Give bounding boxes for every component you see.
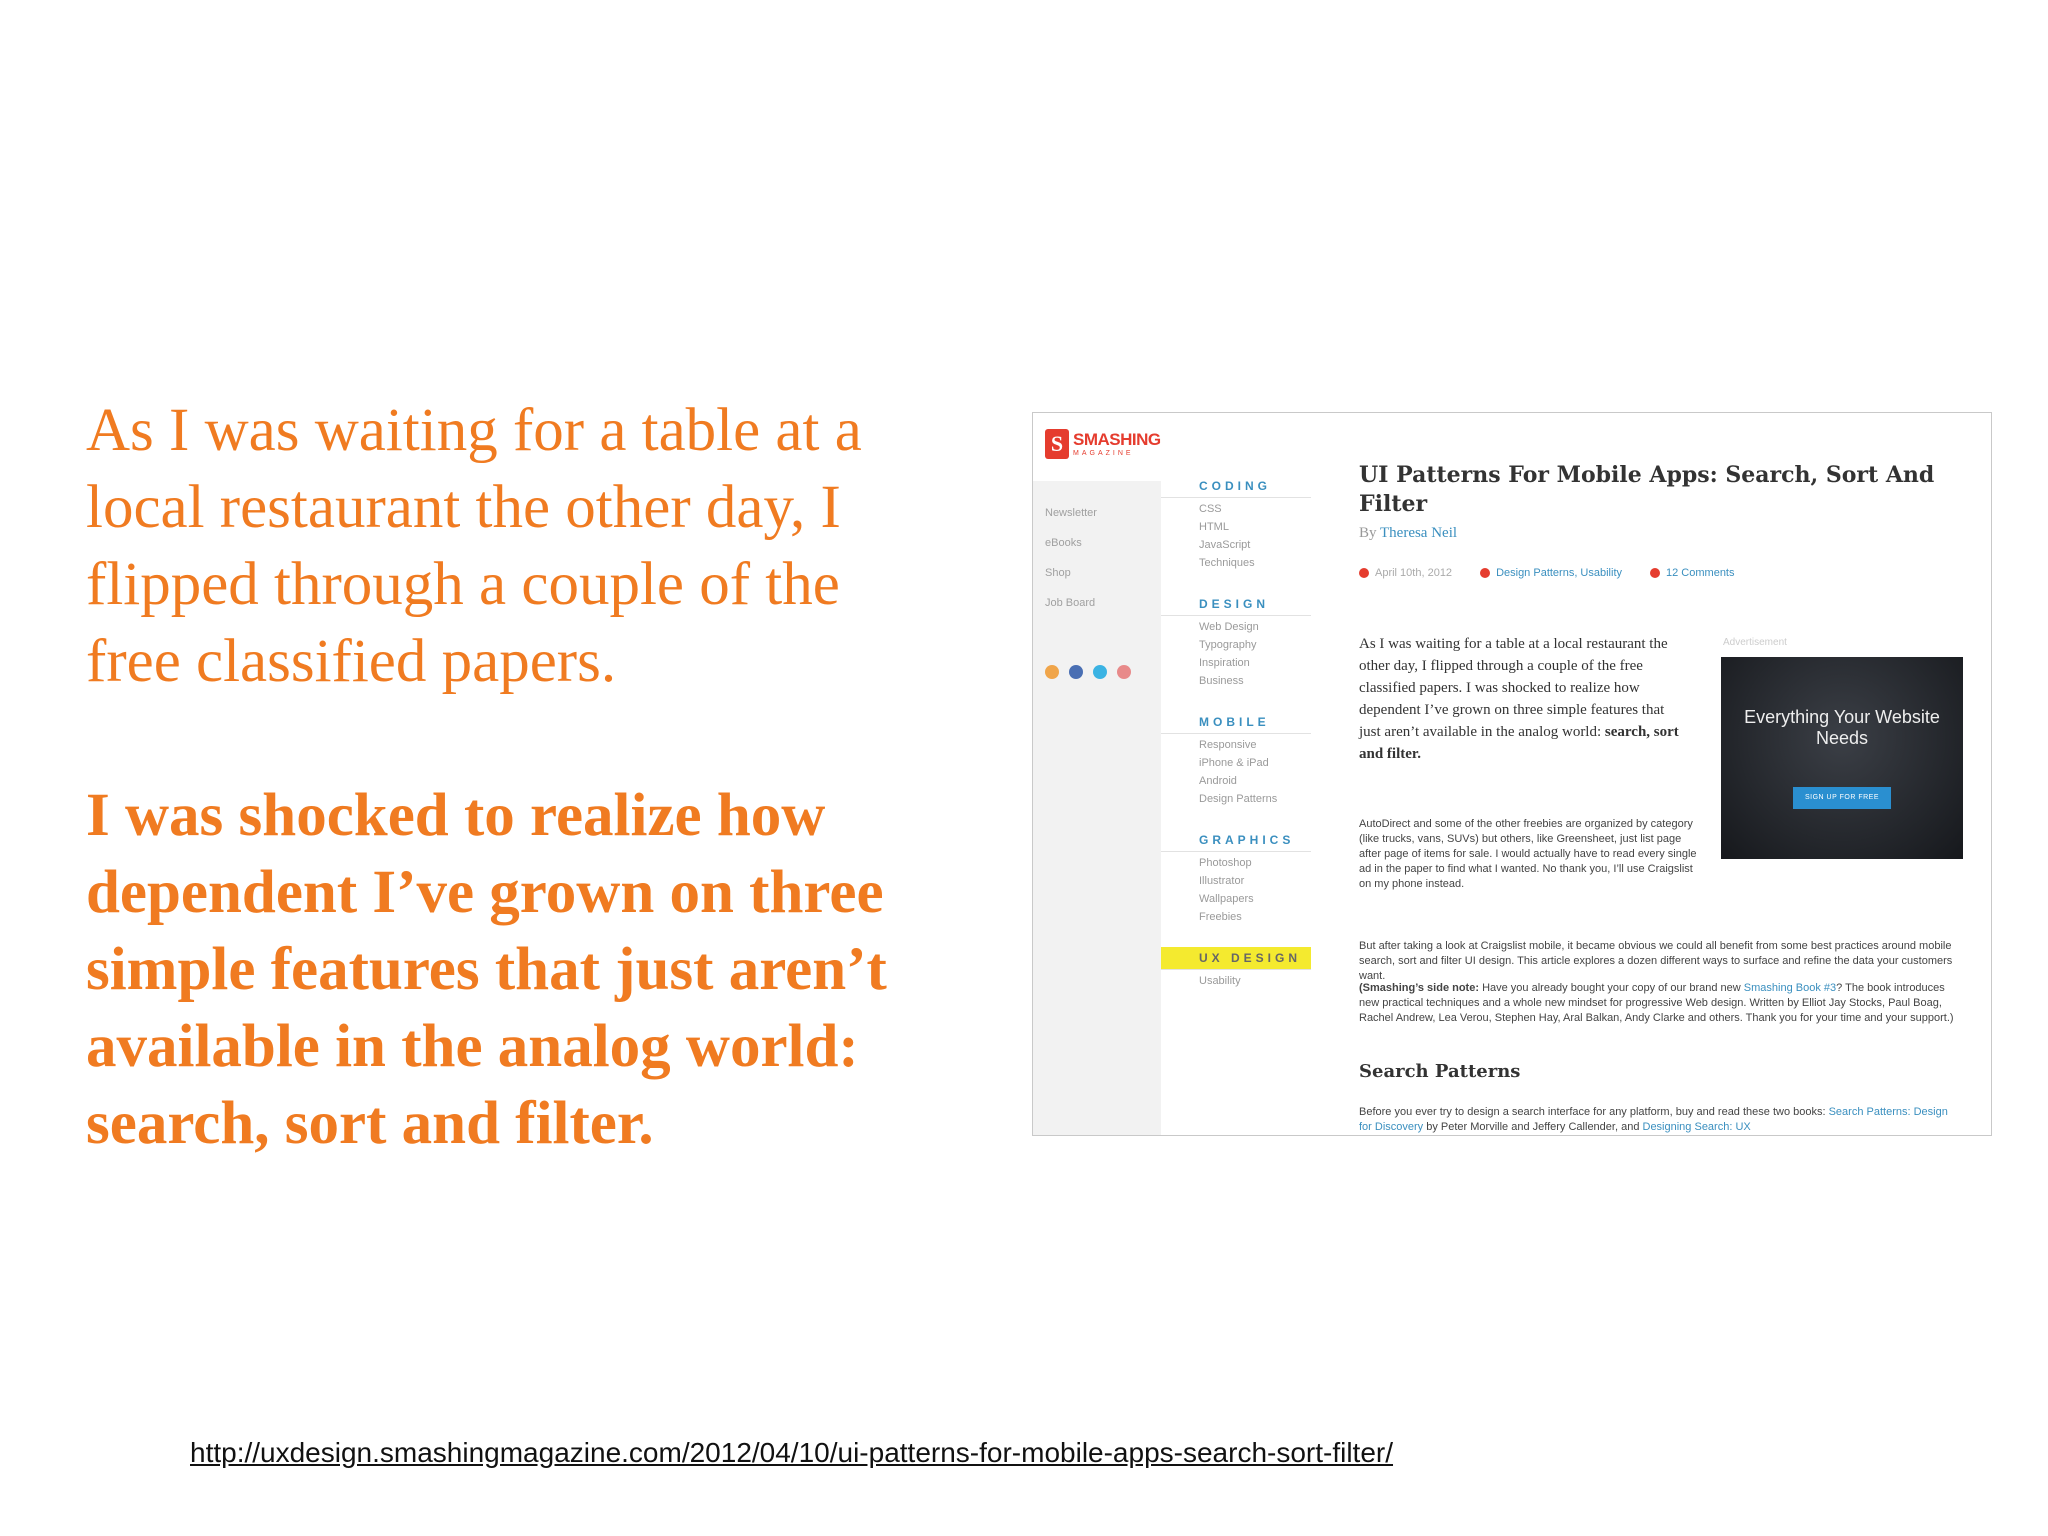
article-meta	[1359, 567, 1735, 579]
google-plus-icon[interactable]	[1117, 665, 1131, 679]
nav-item-newsletter[interactable]: Newsletter	[1045, 507, 1097, 519]
category-item[interactable]: Wallpapers	[1199, 893, 1254, 905]
author-link[interactable]: Theresa Neil	[1380, 525, 1458, 541]
advertisement[interactable]	[1721, 657, 1963, 859]
category-item[interactable]: Inspiration	[1199, 657, 1250, 669]
byline-prefix: By	[1359, 525, 1377, 541]
side-note-text: Have you already bought your copy of our brand new	[1479, 982, 1744, 994]
category-item[interactable]: Design Patterns	[1199, 793, 1278, 805]
article-screenshot	[1032, 412, 1992, 1136]
category-heading-mobile[interactable]: MOBILE	[1161, 715, 1311, 734]
article-byline	[1359, 525, 1457, 542]
rss-icon[interactable]	[1045, 665, 1059, 679]
nav-item-ebooks[interactable]: eBooks	[1045, 537, 1082, 549]
article-paragraph: But after taking a look at Craigslist mobile, it became obvious we could all benefit from some best practices around mobile search, sort and filter UI design. This article explores a dozen different ways to surface and refine the data your customers want.	[1359, 940, 1953, 982]
smashing-book-link[interactable]: Smashing Book #3	[1743, 982, 1837, 994]
social-links	[1045, 665, 1131, 679]
nav-item-job-board[interactable]: Job Board	[1045, 597, 1096, 609]
lead-text: As I was waiting for a table at a local restaurant the other day, I flipped through a couple of the free classified papers. I was shocked to realize how dependent I’ve grown on three simple features that just aren’t available in the analog world:	[1359, 636, 1668, 740]
twitter-icon[interactable]	[1093, 665, 1107, 679]
section-heading: Search Patterns	[1359, 1061, 1521, 1082]
category-item[interactable]: iPhone & iPad	[1199, 757, 1269, 769]
category-item[interactable]: Usability	[1199, 975, 1241, 987]
logo-mark-icon: S	[1045, 429, 1069, 459]
facebook-icon[interactable]	[1069, 665, 1083, 679]
category-item[interactable]: Business	[1199, 675, 1244, 687]
lead-bold: search, sort and filter.	[1359, 724, 1679, 762]
side-note-text: ? The book introduces new practical techniques and a whole new mindset for progressive Web design. Written by Elliot Jay Stocks, Paul Boag, Rachel Andrew, Lea Verou, Stephen Hay, Aral Balkan, Andy Clarke and others. Thank you for your time and your support.)	[1359, 982, 1954, 1024]
ad-signup-button[interactable]: SIGN UP FOR FREE	[1793, 787, 1891, 809]
tag-icon	[1480, 568, 1490, 578]
clock-icon	[1359, 568, 1369, 578]
article-paragraph: AutoDirect and some of the other freebies are organized by category (like trucks, vans, SUVs) but others, like Greensheet, just list page after page of items for sale. I would actually have to read every single ad in the paper to find what I wanted. No thank you, I’ll use Craigslist on my phone instead.	[1359, 818, 1697, 890]
nav-item-shop[interactable]: Shop	[1045, 567, 1071, 579]
book-link-designing-search[interactable]: Designing Search: UX	[1642, 1121, 1751, 1133]
category-item[interactable]: CSS	[1199, 503, 1222, 515]
ad-headline: Everything Your Website Needs	[1744, 707, 1940, 748]
paragraph-text: Before you ever try to design a search interface for any platform, buy and read these two books:	[1359, 1106, 1829, 1118]
ad-label: Advertisement	[1723, 637, 1787, 648]
comments-text: 12 Comments	[1666, 567, 1735, 579]
category-item[interactable]: Techniques	[1199, 557, 1255, 569]
category-item[interactable]: JavaScript	[1199, 539, 1251, 551]
logo-sub: MAGAZINE	[1073, 450, 1134, 457]
category-item[interactable]: Freebies	[1199, 911, 1242, 923]
category-item[interactable]: Typography	[1199, 639, 1257, 651]
category-item[interactable]: Android	[1199, 775, 1237, 787]
side-note-label: (Smashing’s side note:	[1359, 982, 1480, 994]
category-heading-coding[interactable]: CODING	[1161, 479, 1311, 498]
category-item[interactable]: Photoshop	[1199, 857, 1252, 869]
paragraph-text: by Peter Morville and Jeffery Callender, and	[1423, 1121, 1643, 1133]
book-link-search-patterns[interactable]: Search Patterns: Design for Discovery	[1359, 1106, 1948, 1133]
date-text: April 10th, 2012	[1375, 567, 1453, 579]
article-tags[interactable]	[1480, 567, 1622, 579]
category-heading-ux-design[interactable]: UX DESIGN	[1161, 947, 1311, 970]
quote-intro: As I was waiting for a table at a local restaurant the other day, I flipped through a couple of the free classified papers.	[86, 397, 862, 695]
comment-icon	[1650, 568, 1660, 578]
article-title: UI Patterns For Mobile Apps: Search, Sort And Filter	[1359, 462, 1935, 517]
category-item[interactable]: Web Design	[1199, 621, 1259, 633]
quote-emphasis: I was shocked to realize how dependent I’ve grown on three simple features that just aren’t available in the analog world: search, sort and filter.	[86, 782, 887, 1157]
article-paragraph	[1359, 1105, 1959, 1135]
tags-text: Design Patterns, Usability	[1496, 567, 1623, 579]
source-link[interactable]: http://uxdesign.smashingmagazine.com/2012/04/10/ui-patterns-for-mobile-apps-search-sort-filter/	[190, 1437, 1394, 1468]
side-note	[1359, 981, 1959, 1026]
category-item[interactable]: Illustrator	[1199, 875, 1245, 887]
category-item[interactable]: Responsive	[1199, 739, 1257, 751]
logo-name: SMASHING	[1073, 430, 1161, 449]
article-lead	[1359, 633, 1689, 765]
category-nav	[1161, 467, 1321, 1135]
smashing-logo[interactable]	[1045, 429, 1161, 459]
category-heading-design[interactable]: DESIGN	[1161, 597, 1311, 616]
category-item[interactable]: HTML	[1199, 521, 1229, 533]
article-comments[interactable]	[1650, 567, 1734, 579]
category-heading-graphics[interactable]: GRAPHICS	[1161, 833, 1311, 852]
left-nav	[1033, 481, 1161, 1135]
article-date	[1359, 567, 1452, 579]
